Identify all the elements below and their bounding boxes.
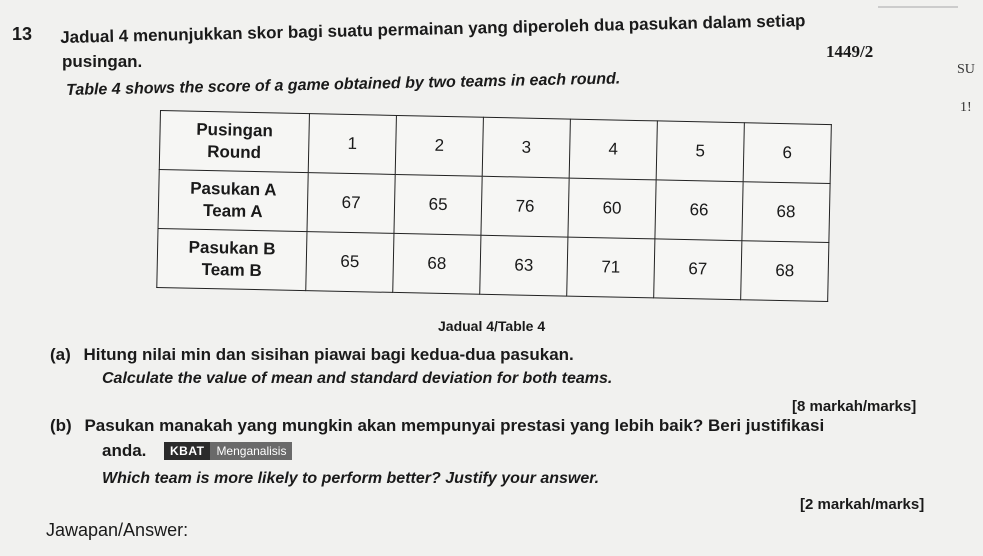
part-b-label: (b)	[50, 416, 72, 435]
round-cell: 1	[308, 114, 396, 175]
question-intro-malay-continued: pusingan.	[62, 52, 143, 71]
score-table-wrapper	[156, 110, 832, 302]
score-cell: 60	[568, 178, 656, 239]
edge-text-top: SU	[957, 62, 975, 77]
round-cell: 2	[395, 115, 483, 176]
question-intro-english: Table 4 shows the score of a game obtained by two teams in each round.	[66, 70, 621, 99]
score-cell: 67	[307, 173, 395, 234]
question-intro-malay: Jadual 4 menunjukkan skor bagi suatu permainan yang diperoleh dua pasukan dalam setiap	[60, 11, 806, 47]
part-b-marks: [2 markah/marks]	[800, 496, 925, 513]
answer-label: Jawapan/Answer:	[46, 520, 189, 540]
edge-text-bottom: 1!	[960, 100, 972, 115]
score-cell: 68	[742, 182, 830, 243]
part-a-malay	[50, 345, 574, 365]
part-b-malay-continued: anda.	[102, 441, 147, 460]
table-row	[157, 228, 829, 301]
question-number: 13	[12, 24, 33, 44]
round-cell: 5	[656, 121, 744, 182]
score-cell: 67	[654, 239, 742, 300]
kbat-skill-label: Menganalisis	[210, 442, 292, 460]
part-a-marks: [8 markah/marks]	[792, 398, 917, 415]
team-b-label-english: Team B	[201, 259, 262, 281]
part-b-english: Which team is more likely to perform better? Justify your answer.	[102, 470, 600, 487]
score-cell: 63	[480, 235, 568, 296]
score-cell: 65	[394, 174, 482, 235]
score-cell: 68	[741, 241, 829, 302]
team-b-label	[157, 228, 307, 290]
kbat-badge	[164, 442, 292, 460]
part-b-malay	[50, 416, 824, 436]
header-label-malay: Pusingan	[196, 119, 274, 141]
kbat-badge-label: KBAT	[164, 442, 210, 460]
round-cell: 4	[569, 119, 657, 180]
team-a-label	[158, 169, 308, 231]
score-cell: 71	[567, 237, 655, 298]
table-header-label	[159, 111, 309, 173]
round-cell: 6	[743, 123, 831, 184]
score-cell: 65	[306, 232, 394, 293]
paper-code: 1449/2	[826, 42, 874, 61]
paper-edge-line	[878, 6, 958, 8]
part-a-label: (a)	[50, 345, 71, 364]
team-a-label-malay: Pasukan A	[190, 178, 277, 200]
score-cell: 68	[393, 233, 481, 294]
score-table	[156, 110, 832, 302]
part-a-malay-text: Hitung nilai min dan sisihan piawai bagi kedua-dua pasukan.	[83, 345, 574, 364]
score-cell: 66	[655, 180, 743, 241]
part-b-malay-text: Pasukan manakah yang mungkin akan mempunyai prestasi yang lebih baik? Beri justifikasi	[84, 416, 825, 435]
header-label-english: Round	[207, 142, 262, 163]
table-caption: Jadual 4/Table 4	[438, 318, 546, 334]
score-cell: 76	[481, 176, 569, 237]
team-a-label-english: Team A	[202, 200, 263, 222]
part-a-english: Calculate the value of mean and standard deviation for both teams.	[102, 370, 613, 387]
team-b-label-malay: Pasukan B	[188, 237, 276, 259]
round-cell: 3	[482, 117, 570, 178]
